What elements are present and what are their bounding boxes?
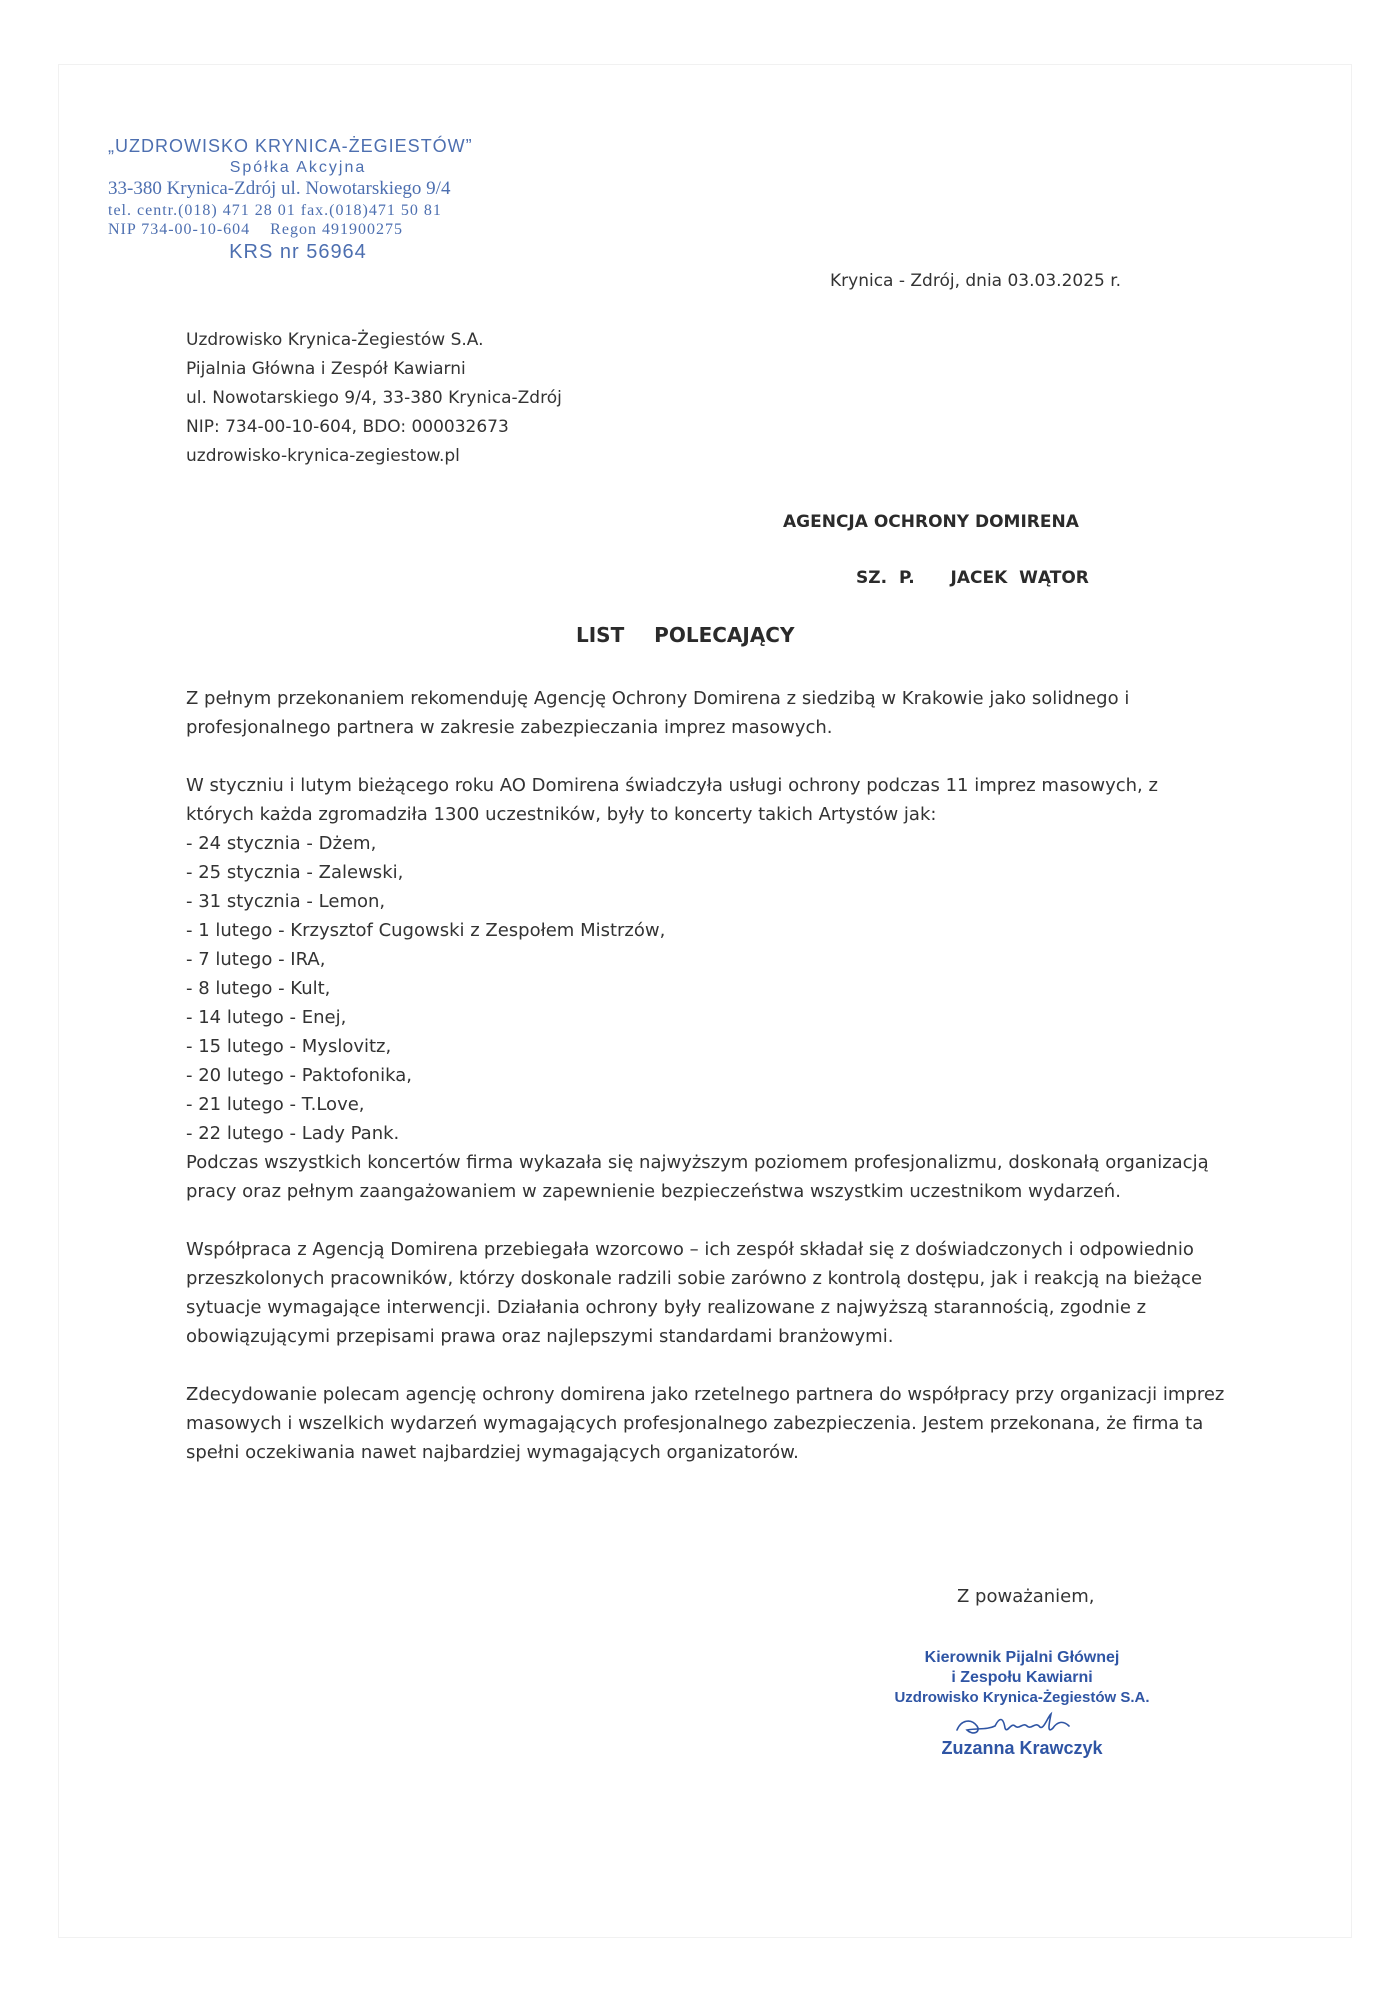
paragraph: Z pełnym przekonaniem rekomenduję Agencję Ochrony Domirena z siedzibą w Krakowie jako solidnego i profesjonalnego partnera w zakresie zabezpieczania imprez masowych. [186, 688, 1130, 738]
concert-list [186, 829, 1226, 1148]
concert-item: - 14 lutego - Enej, [186, 1007, 347, 1028]
stamp-ids: NIP 734-00-10-604 Regon 491900275 [108, 221, 403, 239]
stamp-krs: KRS nr 56964 [229, 240, 367, 263]
company-stamp [108, 136, 488, 264]
place-date: Krynica - Zdrój, dnia 03.03.2025 r. [830, 271, 1122, 291]
concert-item: - 24 stycznia - Dżem, [186, 833, 377, 854]
recipient-agency: AGENCJA OCHRONY DOMIRENA [783, 512, 1079, 532]
signature-title: i Zespołu Kawiarni [951, 1669, 1093, 1686]
stamp-phones: tel. centr.(018) 471 28 01 fax.(018)471 50 81 [108, 201, 442, 219]
concert-item: - 15 lutego - Myslovitz, [186, 1036, 392, 1057]
sender-line: Uzdrowisko Krynica-Żegiestów S.A. [186, 330, 484, 350]
sender-website: uzdrowisko-krynica-zegiestow.pl [186, 446, 460, 466]
recipient-person: SZ. P. JACEK WĄTOR [856, 568, 1089, 588]
letter-body [186, 684, 1226, 1496]
signature-organization: Uzdrowisko Krynica-Żegiestów S.A. [894, 1689, 1150, 1706]
paragraph: Podczas wszystkich koncertów firma wykazała się najwyższym poziomem profesjonalizmu, doskonałą organizacją pracy oraz pełnym zaangażowaniem w zapewnienie bezpieczeństwa wszystkim uczestnikom wydarzeń. [186, 1152, 1209, 1202]
letter-title: LIST POLECAJĄCY [576, 623, 795, 647]
sender-block [186, 326, 562, 471]
concert-item: - 20 lutego - Paktofonika, [186, 1065, 412, 1086]
sender-line: NIP: 734-00-10-604, BDO: 000032673 [186, 417, 509, 437]
paragraph: W styczniu i lutym bieżącego roku AO Domirena świadczyła usługi ochrony podczas 11 imprez masowych, z których każda zgromadziła 1300 uczestników, były to koncerty takich Artystów jak: [186, 775, 1158, 825]
concert-item: - 22 lutego - Lady Pank. [186, 1123, 400, 1144]
signature-title: Kierownik Pijalni Głównej [924, 1649, 1120, 1666]
signatory-name: Zuzanna Krawczyk [941, 1738, 1103, 1758]
sender-line: ul. Nowotarskiego 9/4, 33-380 Krynica-Zdrój [186, 388, 562, 408]
paragraph: Współpraca z Agencją Domirena przebiegała wzorcowo – ich zespół składał się z doświadczonych i odpowiednio przeszkolonych pracowników, którzy doskonale radzili sobie zarówno z kontrolą dostępu, jak i reakcją na bieżące sytuacje wymagające interwencji. Działania ochrony były realizowane z najwyższą starannością, zgodnie z obowiązującymi przepisami prawa oraz najlepszymi standardami branżowymi. [186, 1239, 1203, 1347]
stamp-address: 33-380 Krynica-Zdrój ul. Nowotarskiego 9/4 [108, 178, 451, 200]
handwritten-signature [947, 1708, 1097, 1742]
concert-item: - 7 lutego - IRA, [186, 949, 326, 970]
stamp-company: „UZDROWISKO KRYNICA-ŻEGIESTÓW” [108, 136, 473, 156]
sender-line: Pijalnia Główna i Zespół Kawiarni [186, 359, 466, 379]
signature-stamp [872, 1648, 1172, 1758]
paragraph: Zdecydowanie polecam agencję ochrony domirena jako rzetelnego partnera do współpracy przy organizacji imprez masowych i wszelkich wydarzeń wymagających profesjonalnego zabezpieczenia. Jestem przekonana, że firma ta spełni oczekiwania nawet najbardziej wymagających organizatorów. [186, 1384, 1225, 1463]
stamp-type: Spółka Akcyjna [229, 158, 367, 176]
concert-item: - 8 lutego - Kult, [186, 978, 331, 999]
closing-salutation: Z poważaniem, [957, 1586, 1095, 1607]
concert-item: - 31 stycznia - Lemon, [186, 891, 386, 912]
concert-item: - 21 lutego - T.Love, [186, 1094, 365, 1115]
concert-item: - 1 lutego - Krzysztof Cugowski z Zespołem Mistrzów, [186, 920, 666, 941]
concert-item: - 25 stycznia - Zalewski, [186, 862, 404, 883]
